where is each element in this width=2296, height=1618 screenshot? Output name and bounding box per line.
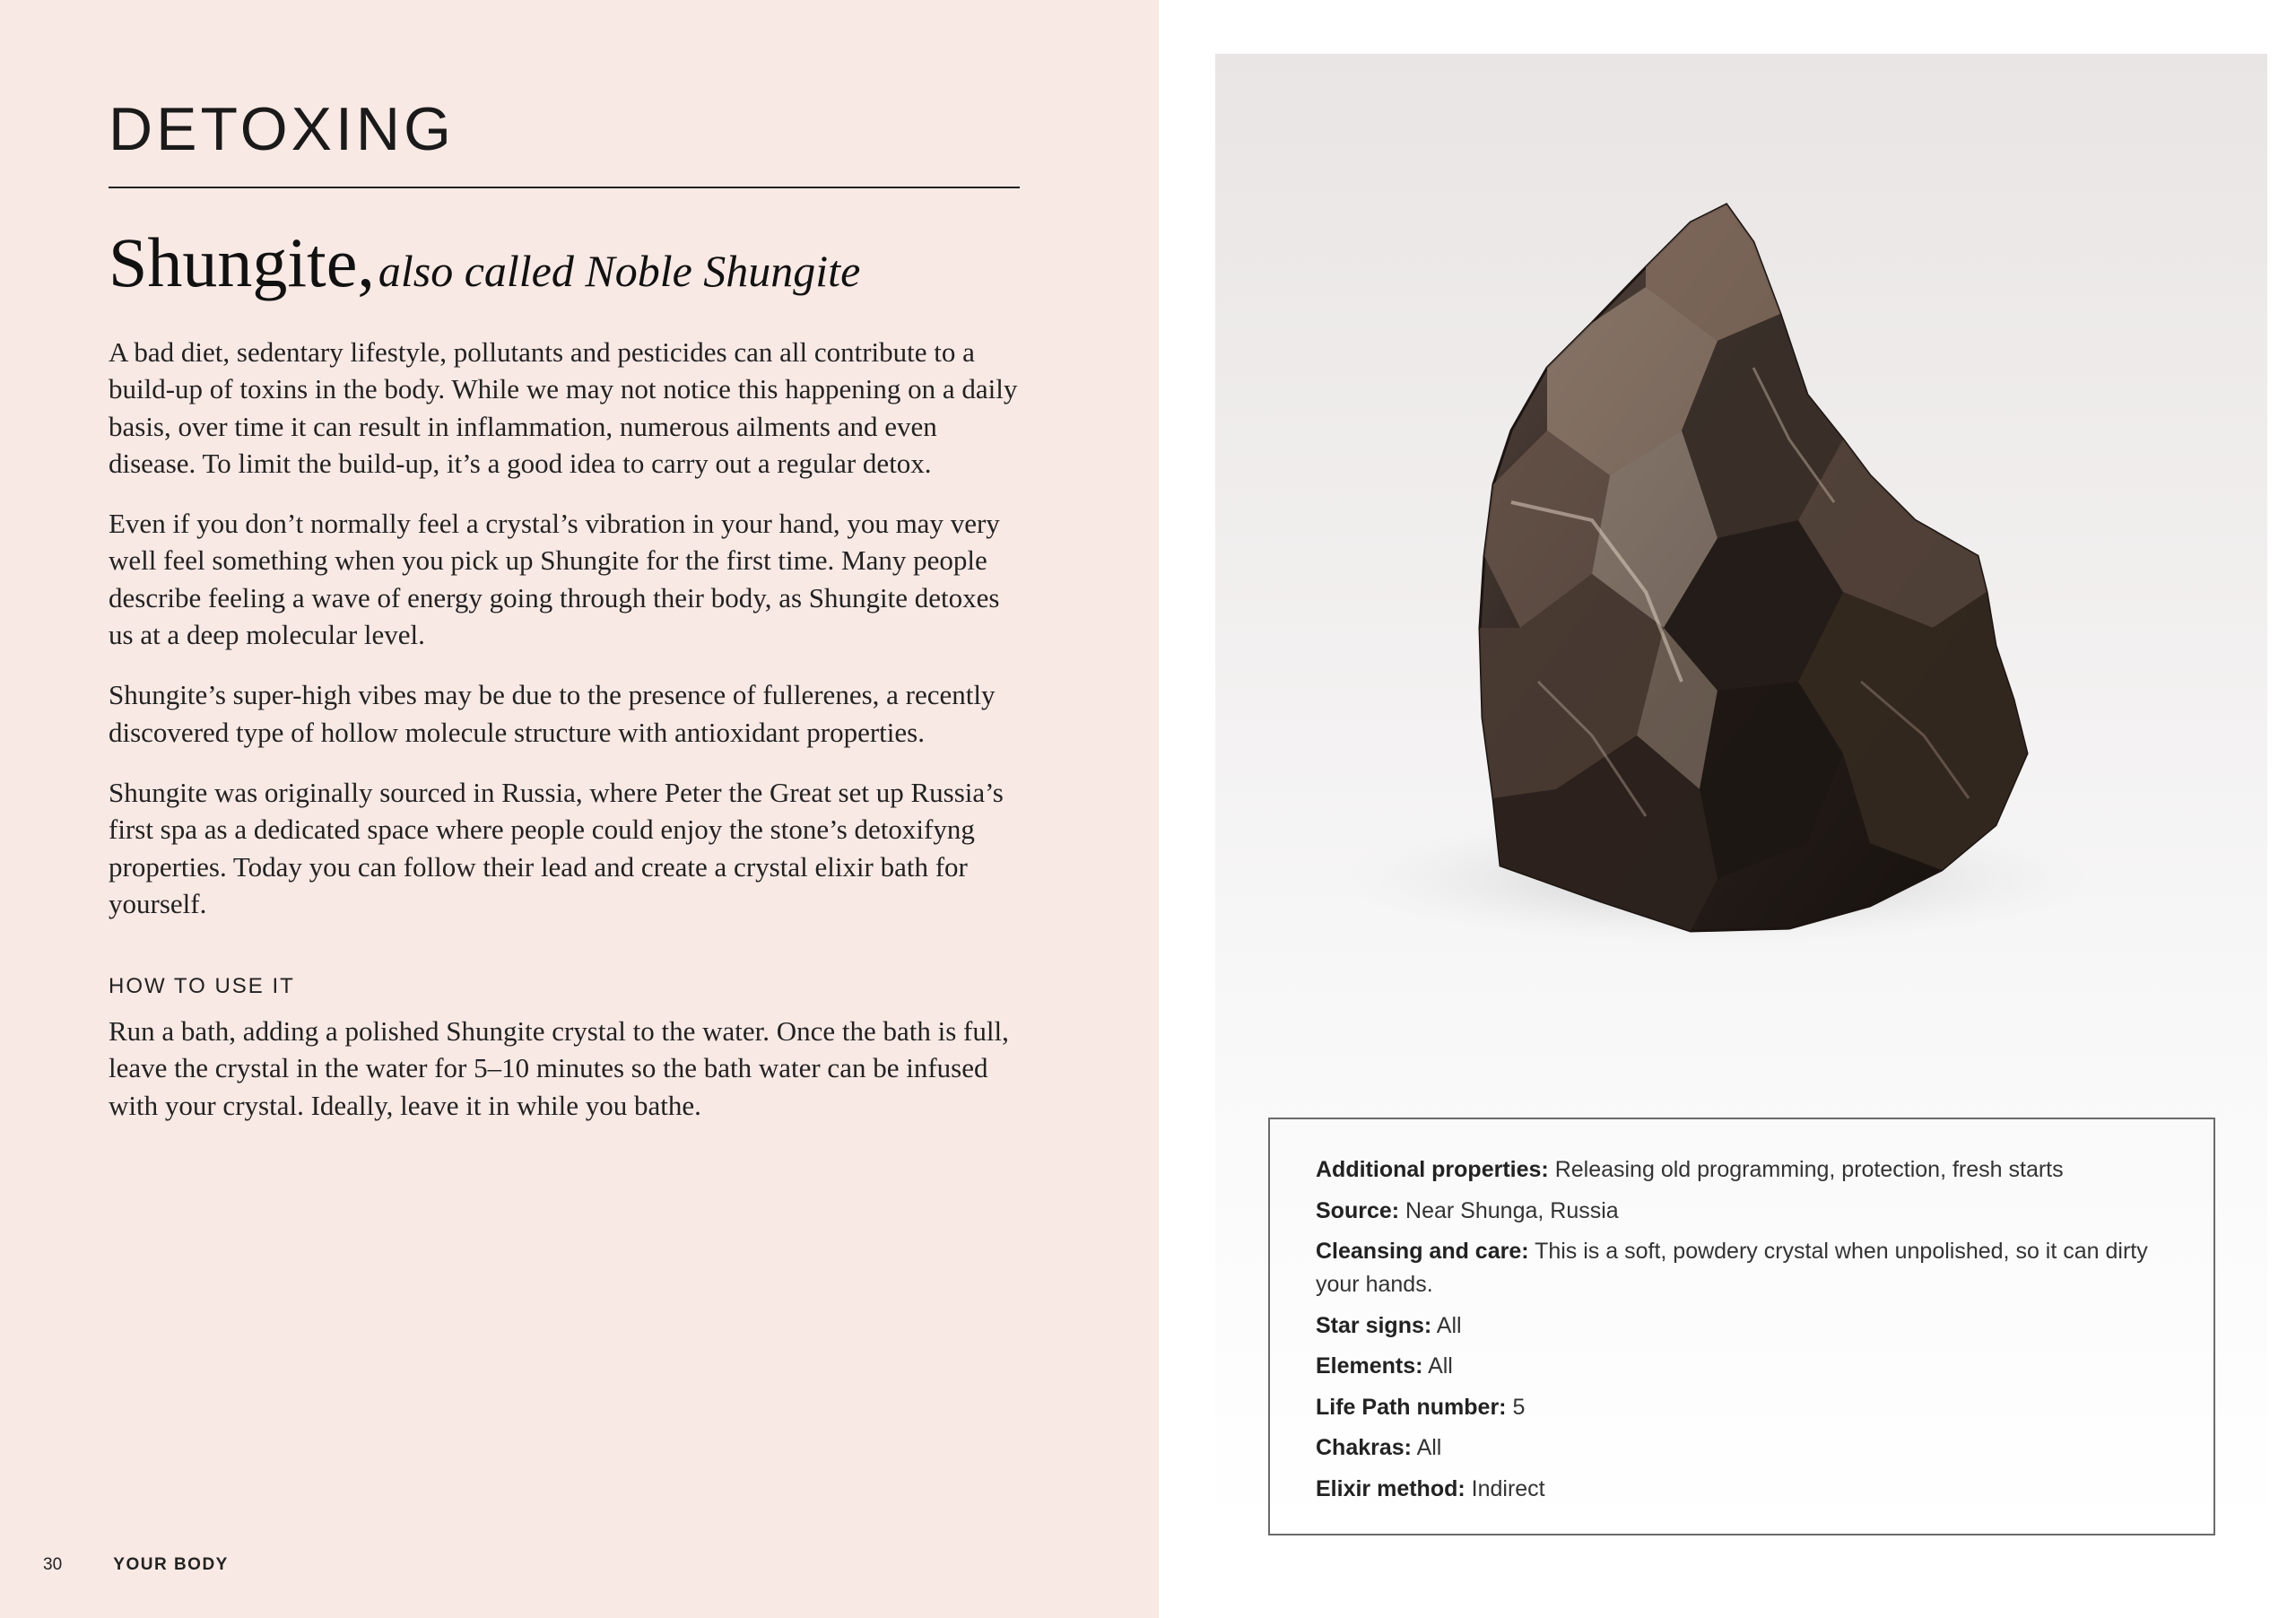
property-row xyxy=(1316,1473,2169,1506)
property-row xyxy=(1316,1235,2169,1301)
property-value: 5 xyxy=(1512,1394,1526,1420)
property-value: Near Shunga, Russia xyxy=(1405,1197,1619,1223)
footer-section-name: YOUR BODY xyxy=(113,1555,229,1574)
property-row xyxy=(1316,1350,2169,1383)
paragraph: Shungite’s super-high vibes may be due to the presence of fullerenes, a recently discovered type of hollow molecule structure with antioxidant properties. xyxy=(109,679,996,748)
stone-alternate-name: also called Noble Shungite xyxy=(378,246,861,296)
paragraph: Even if you don’t normally feel a crystal’s vibration in your hand, you may very well feel something when you pick up Shungite for the first time. Many people describe feeling a wave of energy going through their body, as Shungite detoxes us at a deep molecular level. xyxy=(109,508,1000,651)
property-value: All xyxy=(1416,1435,1442,1460)
title-divider xyxy=(109,187,1020,188)
properties-box xyxy=(1268,1118,2215,1535)
paragraph: A bad diet, sedentary lifestyle, pollutants and pesticides can all contribute to a build-up of toxins in the body. While we may not notice this happening on a daily basis, over time it can result in inflammation, numerous ailments and even disease. To limit the build-up, it’s a good idea to carry out a regular detox. xyxy=(109,336,1018,479)
paragraph: Shungite was originally sourced in Russia, where Peter the Great set up Russia’s first spa as a dedicated space where people could enjoy the stone’s detoxifyng properties. Today you can follow their lead and create a crystal elixir bath for yourself. xyxy=(109,776,1004,919)
stone-name: Shungite, xyxy=(109,223,375,301)
property-value: All xyxy=(1436,1312,1462,1338)
property-value: All xyxy=(1428,1353,1453,1379)
property-label: Cleansing and care: xyxy=(1316,1239,1529,1264)
property-row xyxy=(1316,1309,2169,1343)
property-row xyxy=(1316,1195,2169,1228)
property-label: Elixir method: xyxy=(1316,1475,1465,1501)
property-row xyxy=(1316,1431,2169,1465)
property-value: Indirect xyxy=(1471,1475,1545,1501)
section-title: DETOXING xyxy=(109,95,455,163)
property-label: Elements: xyxy=(1316,1353,1423,1379)
page-number: 30 xyxy=(43,1555,63,1574)
body-text xyxy=(109,334,1023,945)
property-label: Chakras: xyxy=(1316,1435,1412,1460)
property-value: This is a soft, powdery crystal when unpolished, so it can dirty your hands. xyxy=(1316,1239,2148,1297)
property-label: Source: xyxy=(1316,1197,1400,1223)
property-label: Additional properties: xyxy=(1316,1157,1549,1182)
how-to-use-text: Run a bath, adding a polished Shungite crystal to the water. Once the bath is full, leave the crystal in the water for 5–10 minutes so the bath water can be infused with your crystal. Ideally, leave it in while you bathe. xyxy=(109,1015,1009,1121)
property-value: Releasing old programming, protection, fresh starts xyxy=(1554,1157,2064,1182)
stone-heading xyxy=(109,224,860,301)
page-footer xyxy=(43,1555,229,1575)
property-label: Life Path number: xyxy=(1316,1394,1507,1420)
property-label: Star signs: xyxy=(1316,1312,1432,1338)
property-row xyxy=(1316,1391,2169,1424)
how-to-use-heading: HOW TO USE IT xyxy=(109,974,295,998)
property-row xyxy=(1316,1153,2169,1187)
